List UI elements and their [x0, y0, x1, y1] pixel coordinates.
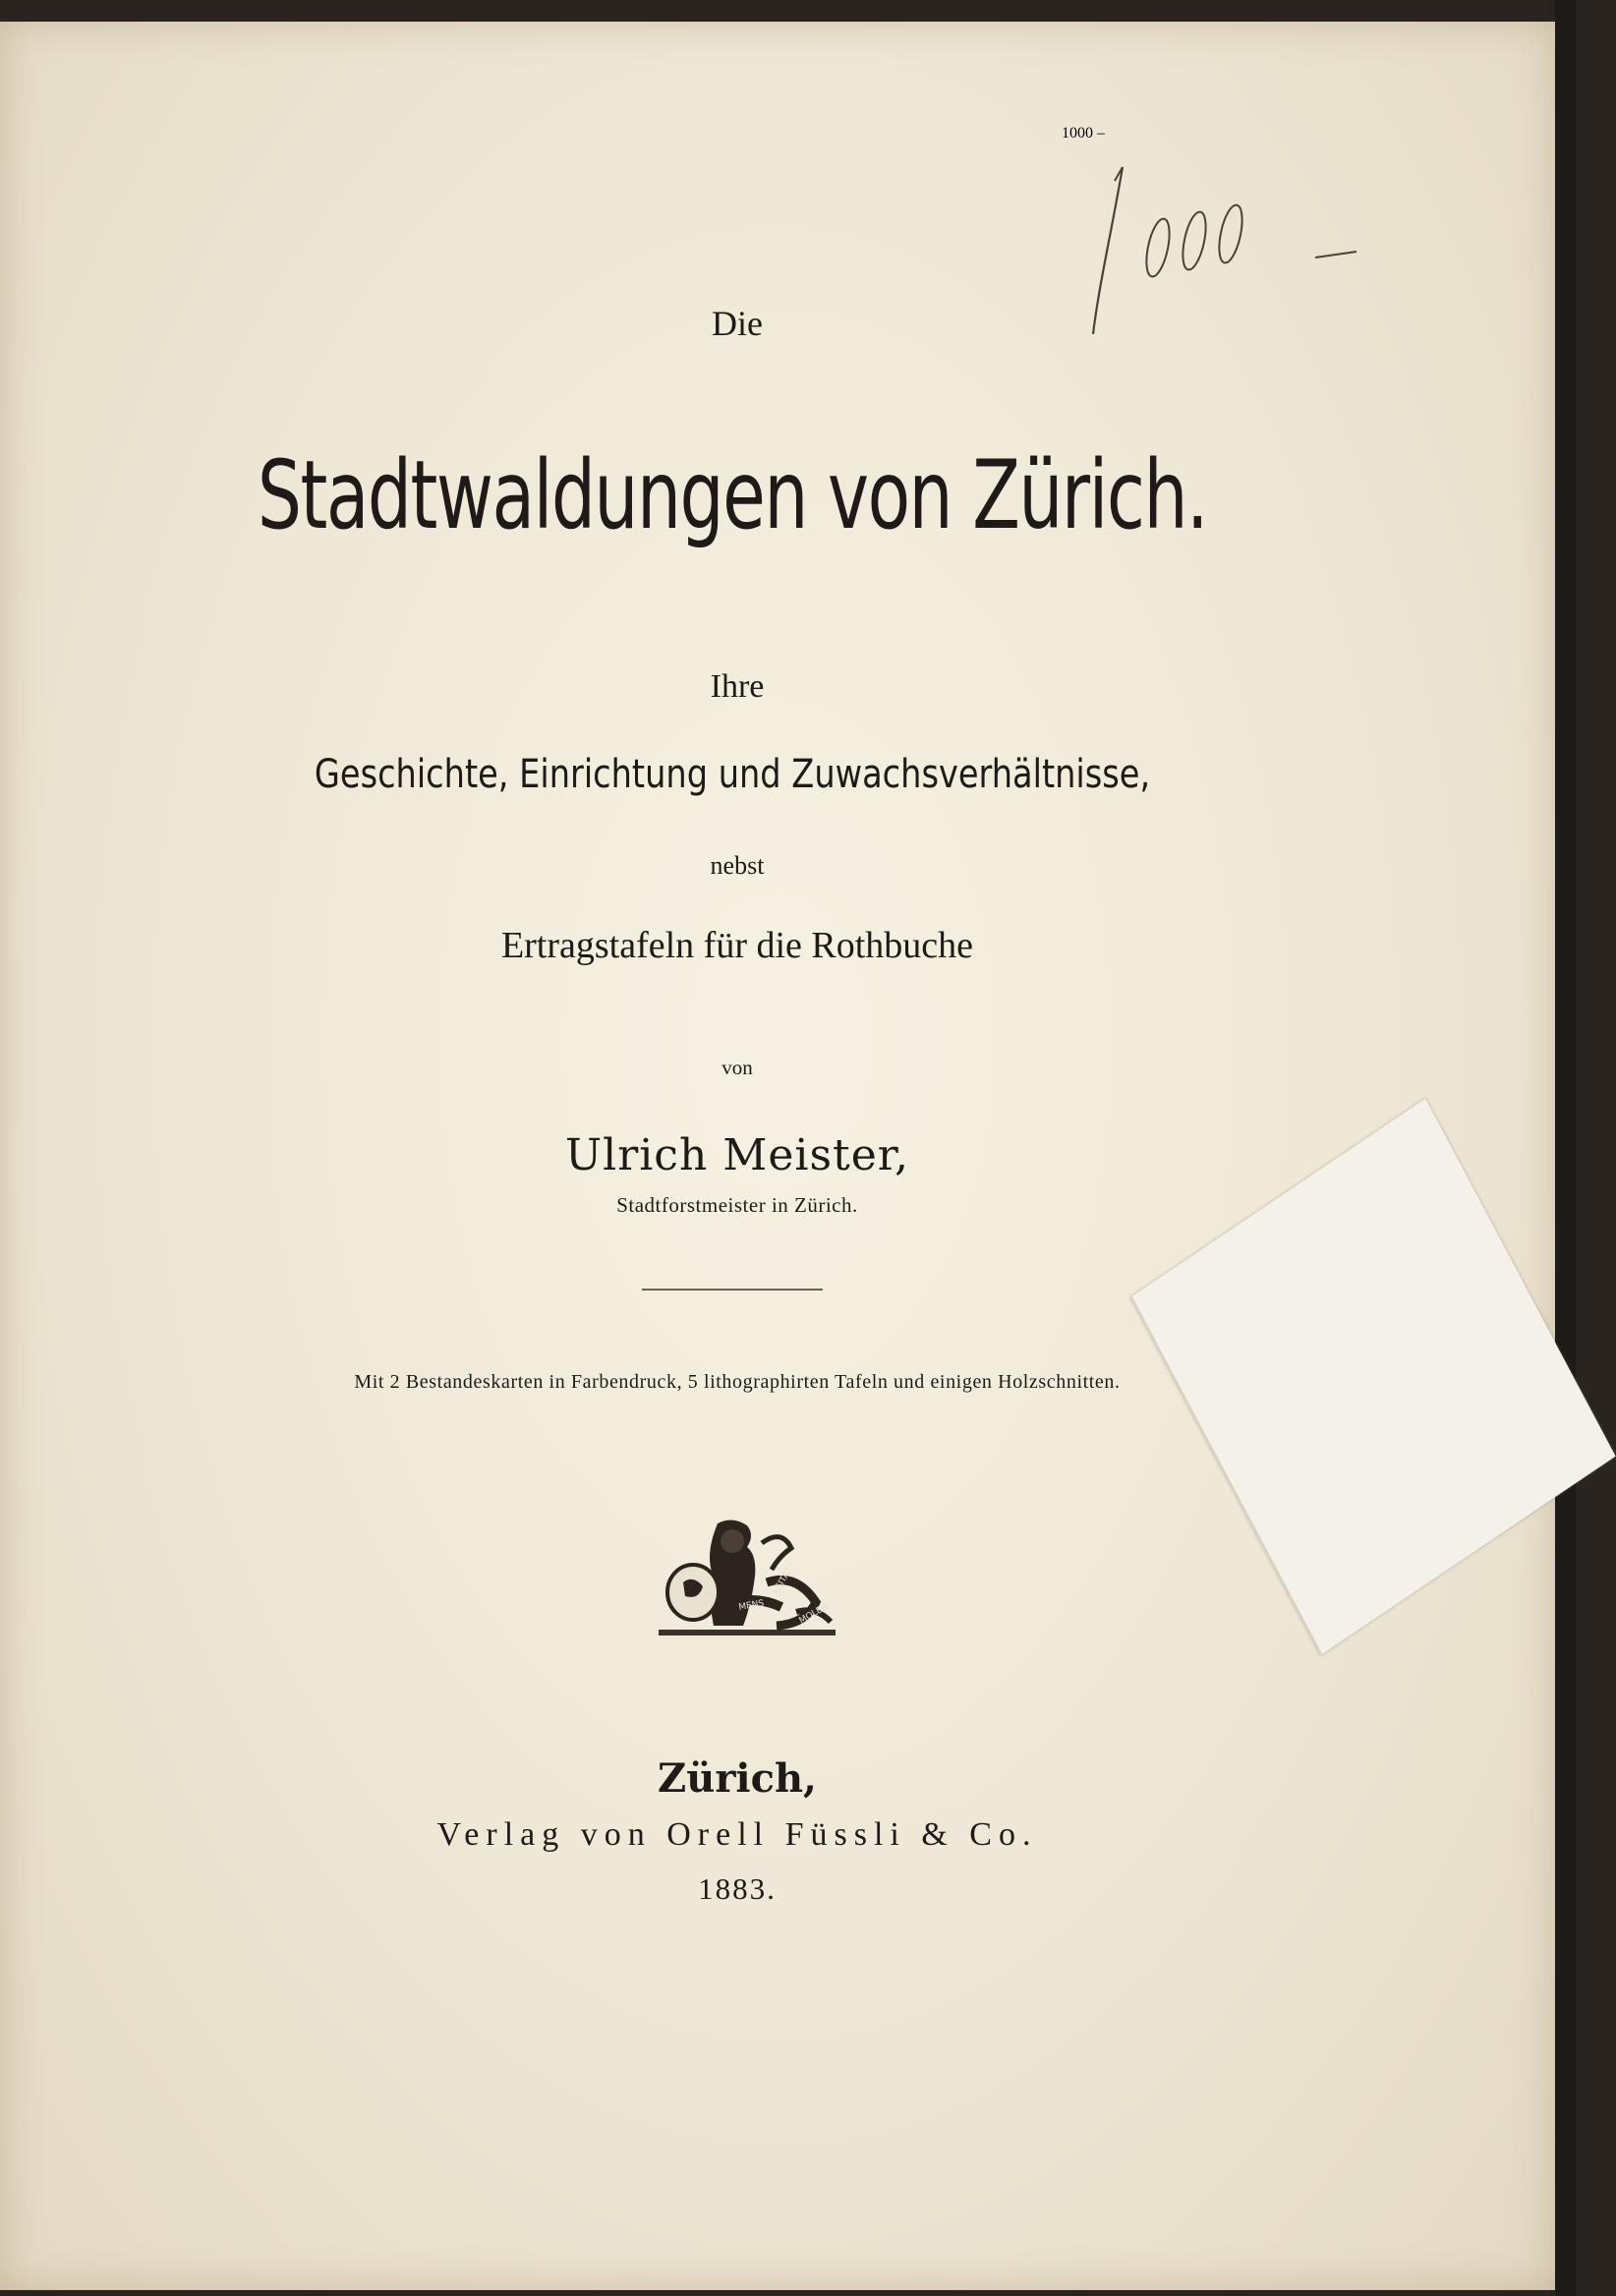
printer-emblem-lion-icon — [649, 1514, 845, 1651]
subtitle-line-3: nebst — [710, 851, 765, 880]
imprint-city: Zürich, — [658, 1755, 817, 1802]
subtitle-line-2: Geschichte, Einrichtung und Zuwachsverhältnisse, — [314, 752, 1151, 797]
illustrations-note: Mit 2 Bestandeskarten in Farbendruck, 5 lithographirten Tafeln und einigen Holzschnitten. — [354, 1371, 1121, 1393]
author-by: von — [721, 1056, 753, 1079]
author-name: Ulrich Meister, — [565, 1130, 909, 1180]
page-edge-shadow — [1555, 0, 1576, 2296]
author-title: Stadtforstmeister in Zürich. — [616, 1193, 858, 1217]
subtitle-line-4: Ertragstafeln für die Rothbuche — [500, 925, 974, 966]
divider-rule — [642, 1289, 823, 1291]
motto-word-1: MENS — [737, 1598, 766, 1613]
imprint-publisher: Verlag von Orell Füssli & Co. — [436, 1816, 1038, 1853]
page-title: Stadtwaldungen von Zürich. — [257, 440, 1208, 550]
motto-word-2: AGITAT — [770, 1566, 795, 1598]
imprint-year: 1883. — [698, 1871, 777, 1906]
handwritten-note-text: 1000 – — [1062, 125, 1105, 142]
subtitle-line-1: Ihre — [710, 668, 765, 705]
title-pre: Die — [712, 304, 763, 343]
motto-word-3: MOLEM — [797, 1601, 832, 1627]
